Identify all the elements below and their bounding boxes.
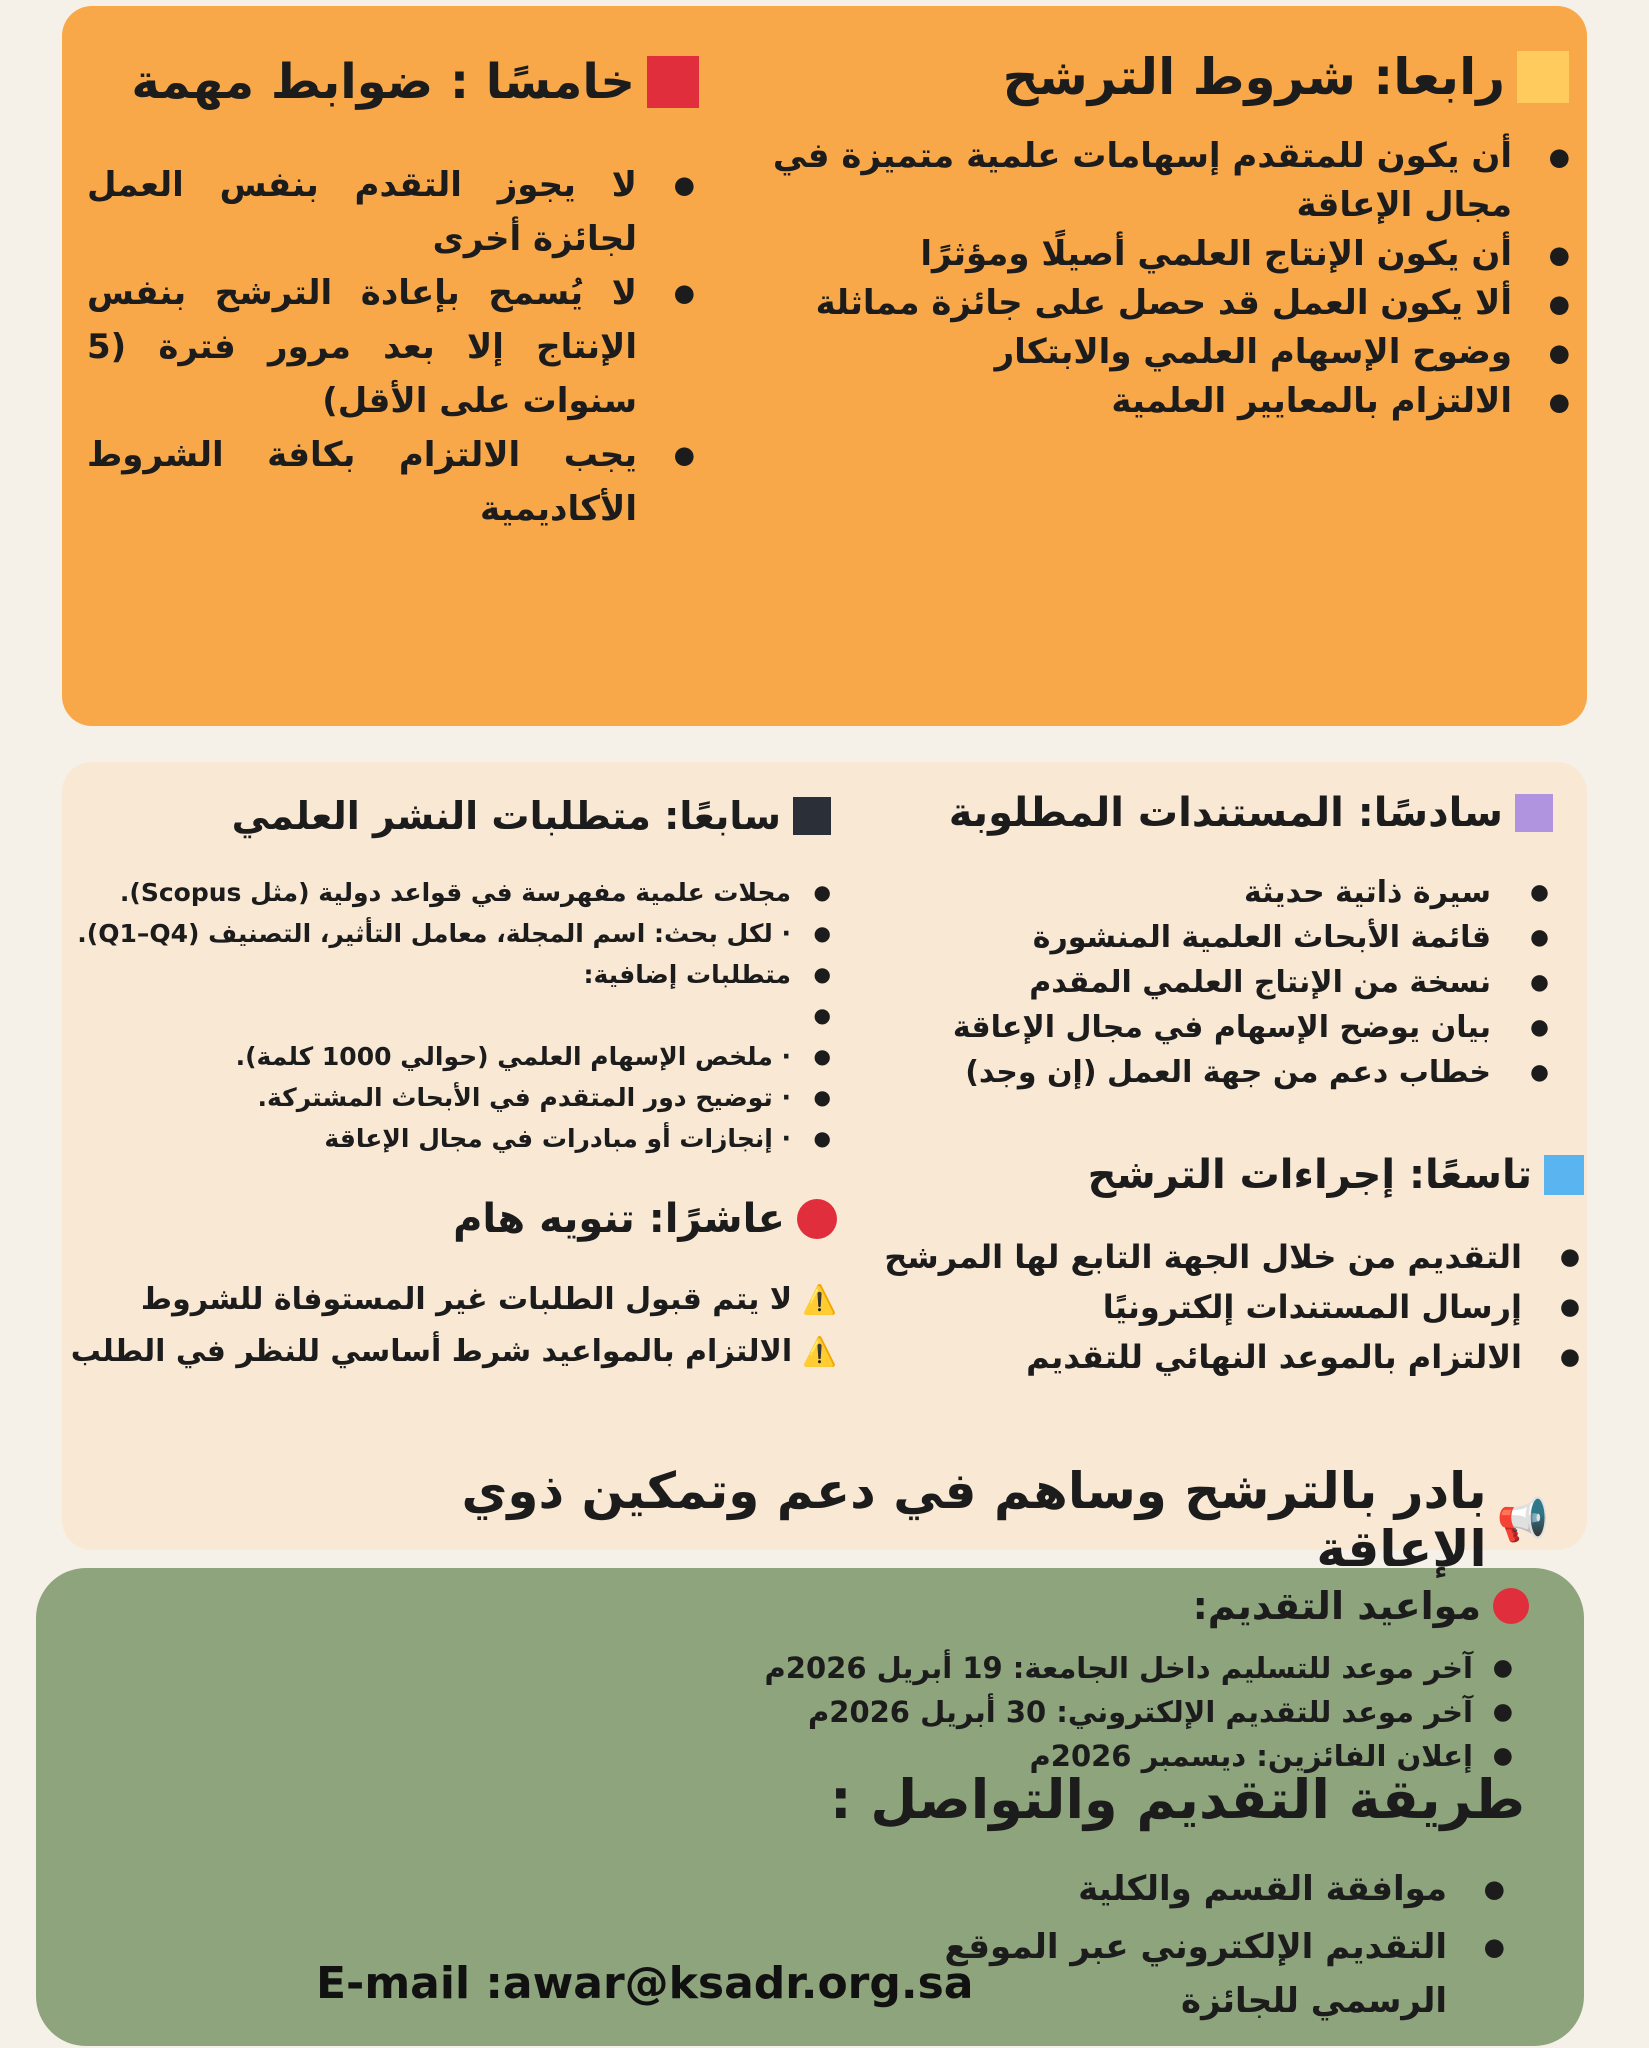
section-nomination-procedures [724,1152,1584,1382]
list-item: ● وضوح الإسهام العلمي والابتكار [709,328,1512,377]
red-circle-icon [797,1199,837,1239]
list-item: ● التقديم من خلال الجهة التابع لها المرشح [724,1232,1522,1282]
section-publication-requirements [61,794,831,1159]
important-notice-title: عاشرًا: تنويه هام [453,1196,785,1242]
list-item: ● لا يُسمح بإعادة الترشح بنفس الإنتاج إلا بعد مرور فترة (5 سنوات على الأقل) [87,266,637,428]
section-heading [57,1196,837,1242]
list-item: ● التقديم الإلكتروني عبر الموقع الرسمي للجائزة [849,1920,1447,2028]
warning-icon: ⚠️ [802,1283,837,1316]
list-item: ● موافقة القسم والكلية [849,1862,1447,1916]
list-item: ● بيان يوضح الإسهام في مجال الإعاقة [753,1005,1491,1050]
list-item-empty [61,995,791,1036]
megaphone-icon: 📢 [1496,1495,1549,1544]
section-heading [753,790,1553,836]
list-item: ● الالتزام بالموعد النهائي للتقديم [724,1332,1522,1382]
list-item: ● · ملخص الإسهام العلمي (حوالي 1000 كلمة). [61,1036,791,1077]
important-rules-title: خامسًا : ضوابط مهمة [131,54,635,110]
list-item: ● · لكل بحث: اسم المجلة، معامل التأثير، التصنيف (Q1–Q4). [61,913,791,954]
list-item [57,1326,837,1378]
procedures-list [724,1232,1522,1382]
list-item: ● إعلان الفائزين: ديسمبر 2026م [329,1734,1473,1778]
dates-list [329,1646,1473,1778]
list-item: ● خطاب دعم من جهة العمل (إن وجد) [753,1050,1491,1095]
notice-text: لا يتم قبول الطلبات غير المستوفاة للشروط [140,1282,793,1317]
list-item [57,1274,837,1326]
list-item: ● لا يجوز التقدم بنفس العمل لجائزة أخرى [87,158,637,266]
section-heading [329,1584,1529,1628]
section-heading [709,48,1569,106]
call-to-action [349,1462,1549,1578]
purple-square-icon [1515,794,1553,832]
list-item: ● · توضيح دور المتقدم في الأبحاث المشتركة. [61,1077,791,1118]
call-to-action-text: بادر بالترشح وساهم في دعم وتمكين ذوي الإعاقة [461,1462,1487,1578]
section-heading [724,1152,1584,1198]
yellow-square-icon [1517,51,1569,103]
red-square-icon [647,56,699,108]
list-item: ● قائمة الأبحاث العلمية المنشورة [753,915,1491,960]
contact-email[interactable]: E-mail :awar@ksadr.org.sa [316,1958,974,2009]
section-important-notice [57,1196,837,1378]
section-required-documents [753,790,1553,1095]
list-item: ● آخر موعد للتقديم الإلكتروني: 30 أبريل 2026م [329,1690,1473,1734]
publication-list [61,872,791,1159]
nomination-conditions-title: رابعا: شروط الترشح [1002,48,1505,106]
blue-square-icon [1544,1155,1584,1195]
red-circle-icon [1493,1588,1529,1624]
list-item: ● نسخة من الإنتاج العلمي المقدم [753,960,1491,1005]
application-method-title: طريقة التقديم والتواصل : [830,1768,1525,1831]
list-item: ● سيرة ذاتية حديثة [753,870,1491,915]
notice-list [57,1274,837,1378]
warning-icon: ⚠️ [802,1335,837,1368]
section-heading [89,54,699,110]
list-item: ● متطلبات إضافية: [61,954,791,995]
rules-list [87,158,637,536]
list-item: ● الالتزام بالمعايير العلمية [709,377,1512,426]
list-item: ● إرسال المستندات إلكترونيًا [724,1282,1522,1332]
list-item: ● أن يكون للمتقدم إسهامات علمية متميزة في مجال الإعاقة [709,132,1512,230]
section-important-rules [89,54,699,536]
list-item: ● أن يكون الإنتاج العلمي أصيلًا ومؤثرًا [709,230,1512,279]
list-item: ● يجب الالتزام بكافة الشروط الأكاديمية [87,428,637,536]
required-documents-title: سادسًا: المستندات المطلوبة [948,790,1503,836]
section-nomination-conditions [709,48,1569,426]
nomination-procedures-title: تاسعًا: إجراءات الترشح [1087,1152,1532,1198]
section-heading [61,794,831,838]
dark-square-icon [793,797,831,835]
list-item: ● آخر موعد للتسليم داخل الجامعة: 19 أبريل 2026م [329,1646,1473,1690]
notice-text: الالتزام بالمواعيد شرط أساسي للنظر في الطلب [70,1334,793,1369]
application-dates-title: مواعيد التقديم: [1192,1584,1481,1628]
list-item: ● ألا يكون العمل قد حصل على جائزة مماثلة [709,279,1512,328]
section-application-dates [329,1584,1529,1778]
list-item: ● · إنجازات أو مبادرات في مجال الإعاقة [61,1118,791,1159]
publication-requirements-title: سابعًا: متطلبات النشر العلمي [231,794,781,838]
documents-list [753,870,1491,1095]
conditions-list [709,132,1512,426]
list-item: ● مجلات علمية مفهرسة في قواعد دولية (مثل Scopus). [61,872,791,913]
